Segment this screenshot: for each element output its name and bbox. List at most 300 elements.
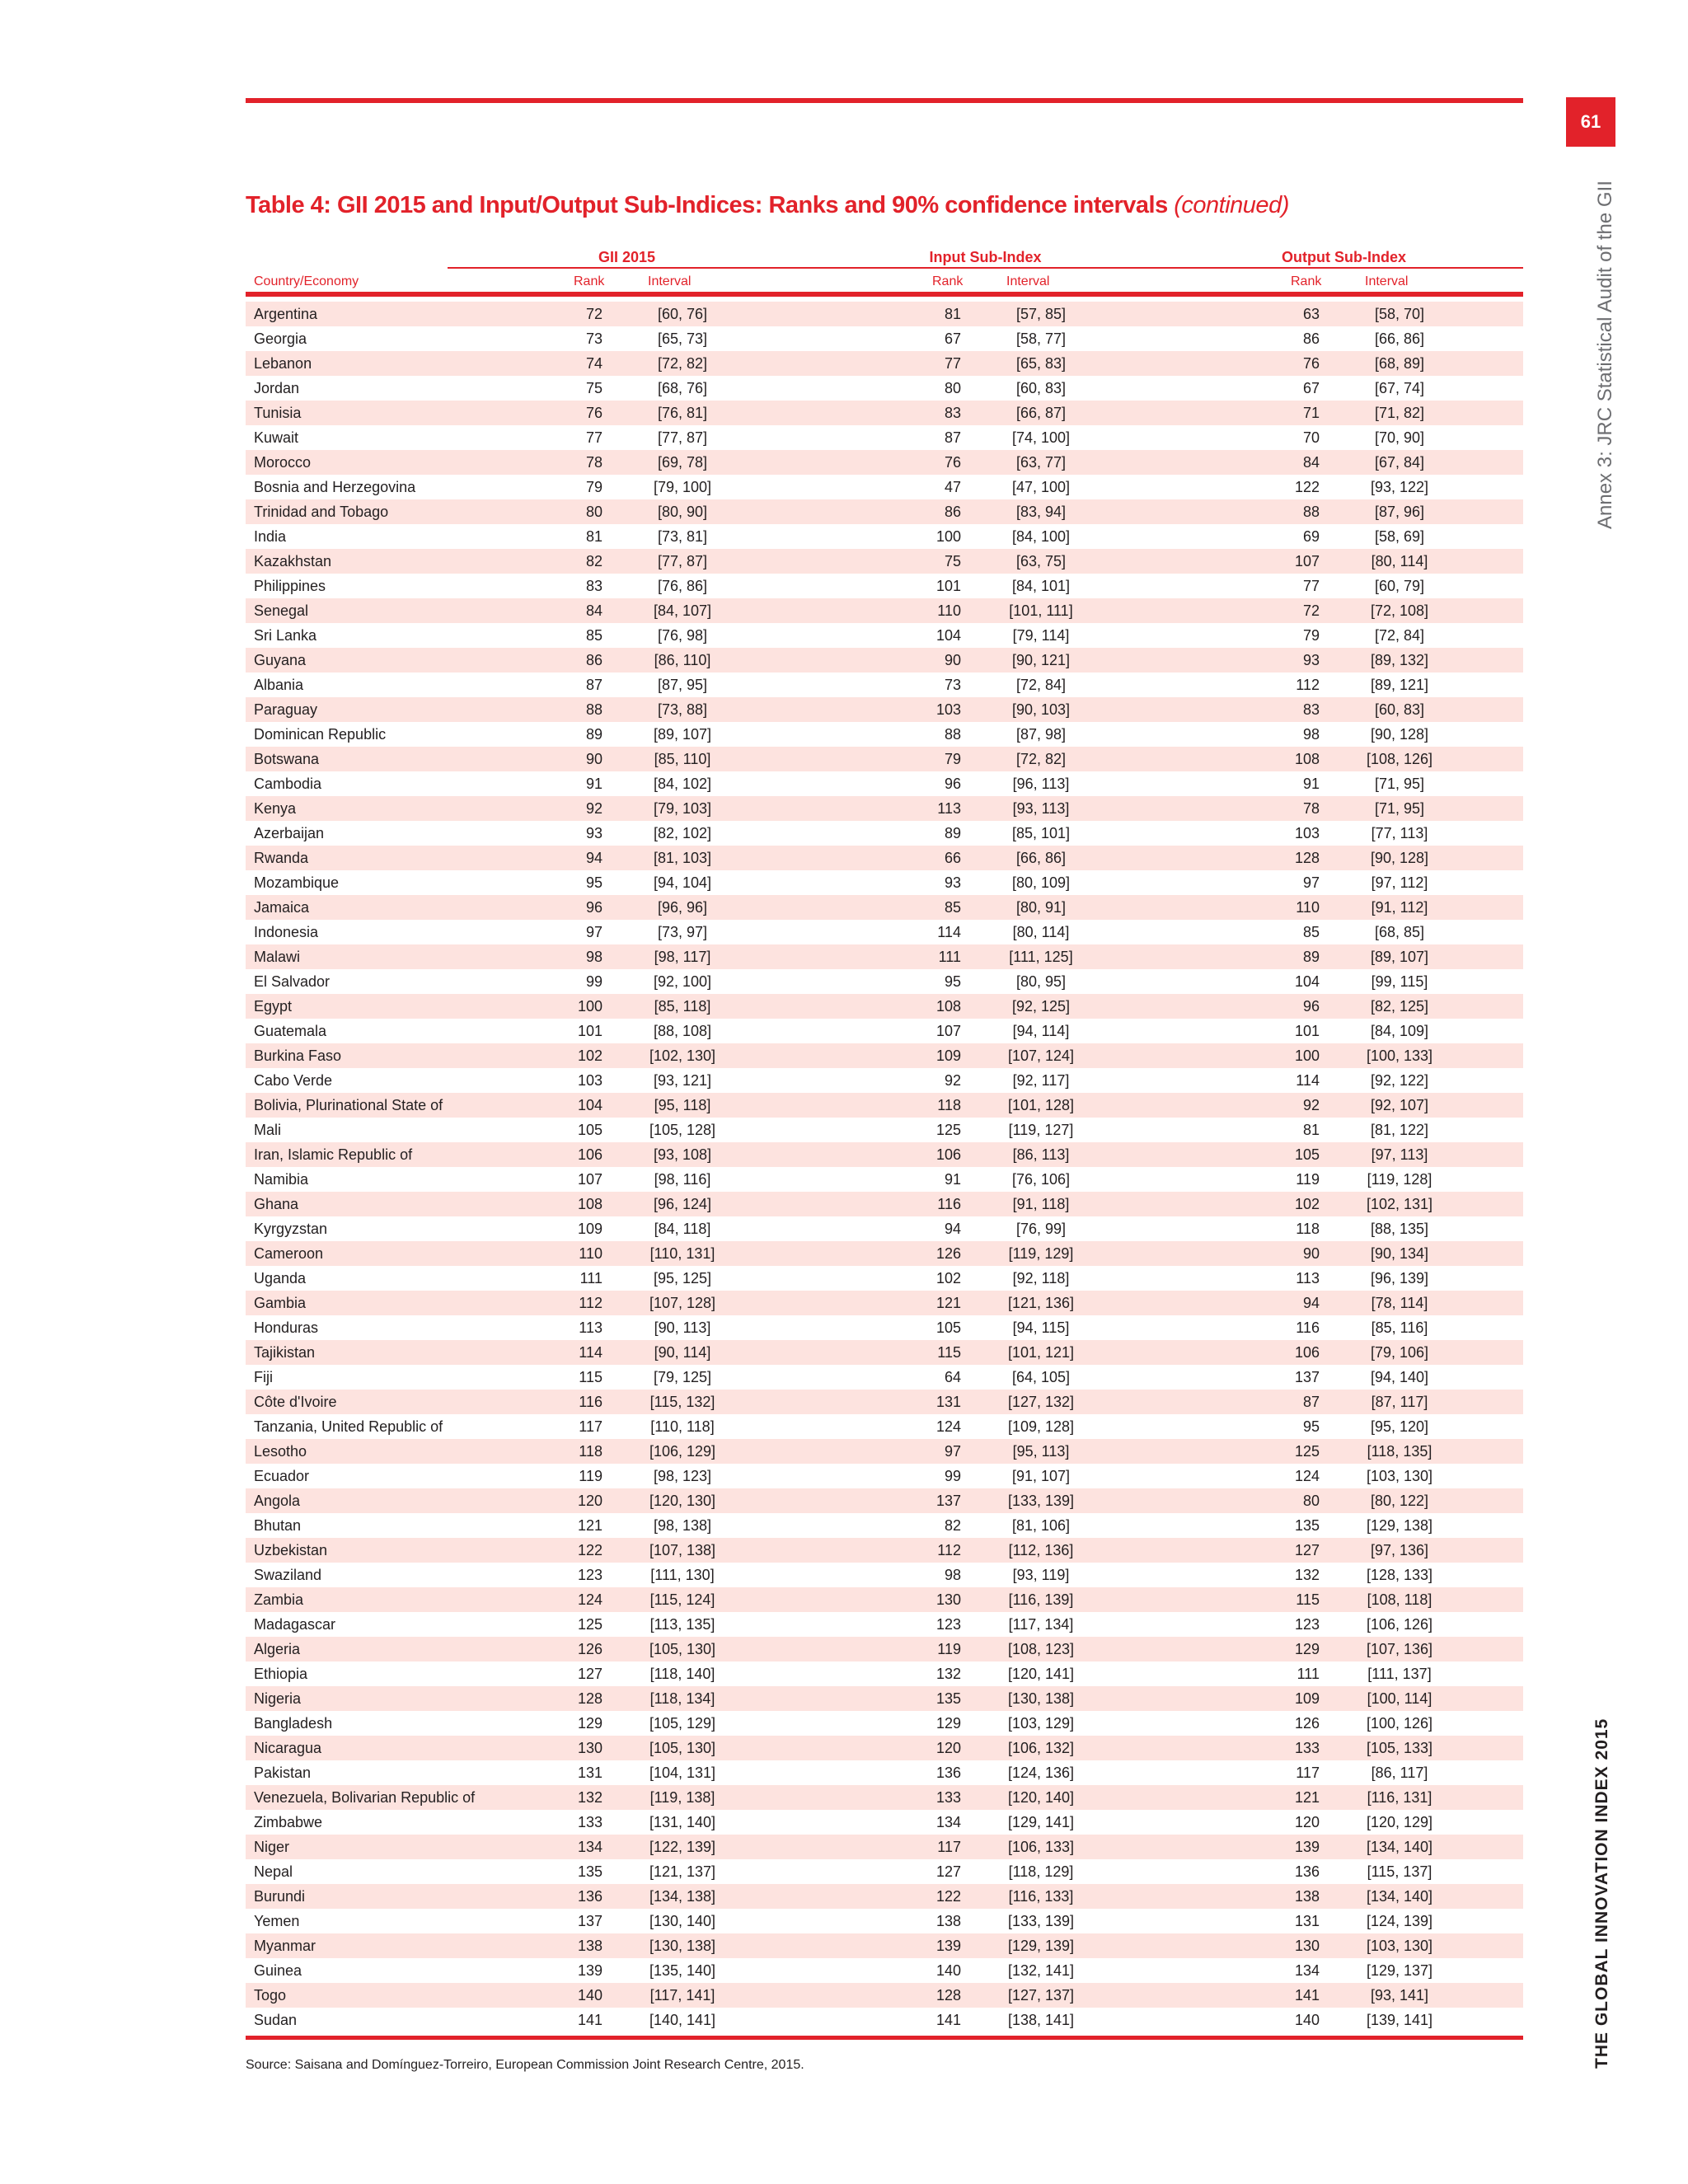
country-name: India <box>254 528 287 545</box>
output-rank: 127 <box>1294 1542 1320 1558</box>
table-row <box>246 1958 1523 1983</box>
country-name: Botswana <box>254 751 320 767</box>
gii-rank: 75 <box>585 380 603 396</box>
table-row <box>246 401 1523 425</box>
country-name: Cambodia <box>254 776 322 792</box>
gii-rank: 124 <box>577 1591 603 1608</box>
output-rank: 77 <box>1302 578 1320 594</box>
gii-interval: [111, 130] <box>650 1567 715 1583</box>
gii-interval: [107, 128] <box>649 1295 716 1311</box>
output-rank: 76 <box>1302 355 1320 372</box>
table-row <box>246 376 1523 401</box>
column-header-input-rank: Rank <box>932 274 964 288</box>
table-row <box>246 1909 1523 1933</box>
output-rank: 96 <box>1302 998 1320 1015</box>
output-interval: [60, 83] <box>1374 701 1425 718</box>
country-name: Guatemala <box>254 1023 327 1039</box>
input-interval: [129, 141] <box>1007 1814 1075 1830</box>
input-rank: 129 <box>935 1715 961 1732</box>
table-row <box>246 944 1523 969</box>
bottom-rule <box>246 2036 1523 2040</box>
input-rank: 66 <box>944 850 961 866</box>
output-interval: [68, 85] <box>1374 924 1425 940</box>
input-rank: 135 <box>935 1690 961 1707</box>
table-row <box>246 920 1523 944</box>
group-header-row <box>246 247 1523 269</box>
output-rank: 133 <box>1294 1740 1320 1756</box>
gii-interval: [119, 138] <box>649 1789 715 1806</box>
input-rank: 132 <box>935 1666 961 1682</box>
input-rank: 128 <box>935 1987 961 2004</box>
table-title-text: Table 4: GII 2015 and Input/Output Sub-Indices: Ranks and 90% confidence intervals <box>246 192 1168 218</box>
gii-rank: 82 <box>585 553 603 569</box>
input-rank: 87 <box>944 429 961 446</box>
gii-interval: [131, 140] <box>649 1814 716 1830</box>
table-row <box>246 450 1523 475</box>
country-name: Tajikistan <box>254 1344 316 1361</box>
input-interval: [106, 133] <box>1007 1839 1075 1855</box>
gii-interval: [135, 140] <box>649 1962 716 1979</box>
input-interval: [96, 113] <box>1012 776 1070 792</box>
output-rank: 108 <box>1294 751 1320 767</box>
output-interval: [91, 112] <box>1371 899 1428 916</box>
table-row <box>246 1785 1523 1810</box>
output-interval: [95, 120] <box>1370 1418 1429 1435</box>
column-header-input-interval: Interval <box>1006 274 1050 288</box>
gii-rank: 113 <box>579 1319 603 1336</box>
gii-rank: 116 <box>579 1394 603 1410</box>
output-interval: [70, 90] <box>1374 429 1425 446</box>
table-row <box>246 1810 1523 1835</box>
gii-interval: [79, 125] <box>653 1369 712 1385</box>
table-row <box>246 623 1523 648</box>
output-interval: [108, 118] <box>1367 1591 1432 1608</box>
input-interval: [107, 124] <box>1007 1047 1075 1064</box>
page-number-badge: 61 <box>1566 97 1615 147</box>
input-interval: [133, 139] <box>1007 1913 1075 1929</box>
country-name: Jamaica <box>254 899 310 916</box>
gii-interval: [140, 141] <box>649 2012 716 2028</box>
output-interval: [87, 117] <box>1371 1394 1428 1410</box>
table-row <box>246 1291 1523 1315</box>
input-interval: [65, 83] <box>1015 355 1067 372</box>
input-rank: 124 <box>935 1418 961 1435</box>
output-interval: [134, 140] <box>1366 1839 1433 1855</box>
country-name: Venezuela, Bolivarian Republic of <box>254 1789 476 1806</box>
gii-rank: 97 <box>585 924 603 940</box>
output-interval: [129, 138] <box>1366 1517 1433 1534</box>
country-name: Egypt <box>254 998 293 1015</box>
input-rank: 93 <box>944 874 961 891</box>
country-name: Senegal <box>254 602 309 619</box>
output-interval: [71, 82] <box>1374 405 1425 421</box>
gii-interval: [72, 82] <box>657 355 708 372</box>
output-interval: [96, 139] <box>1370 1270 1429 1286</box>
output-interval: [129, 137] <box>1366 1962 1433 1979</box>
input-rank: 92 <box>944 1072 961 1089</box>
table-row <box>246 1760 1523 1785</box>
output-rank: 119 <box>1296 1171 1320 1188</box>
gii-rank: 101 <box>577 1023 603 1039</box>
input-rank: 81 <box>944 306 961 322</box>
column-header-output-rank: Rank <box>1291 274 1322 288</box>
gii-rank: 115 <box>579 1369 603 1385</box>
country-name: Swaziland <box>254 1567 322 1583</box>
input-interval: [57, 85] <box>1015 306 1067 322</box>
column-header-country: Country/Economy <box>254 274 359 288</box>
gii-interval: [104, 131] <box>649 1765 716 1781</box>
table-row <box>246 1661 1523 1686</box>
input-interval: [130, 138] <box>1007 1690 1075 1707</box>
gii-interval: [110, 118] <box>650 1418 715 1435</box>
column-header-gii-interval: Interval <box>648 274 692 288</box>
gii-rank: 137 <box>577 1913 603 1929</box>
gii-interval: [84, 107] <box>653 602 712 619</box>
country-name: Bangladesh <box>254 1715 333 1732</box>
country-name: Uganda <box>254 1270 307 1286</box>
input-interval: [87, 98] <box>1015 726 1067 743</box>
table-row <box>246 326 1523 351</box>
country-name: Angola <box>254 1493 301 1509</box>
gii-rank: 114 <box>579 1344 603 1361</box>
country-name: Algeria <box>254 1641 301 1657</box>
gii-interval: [90, 114] <box>654 1344 711 1361</box>
country-name: Zambia <box>254 1591 304 1608</box>
input-interval: [76, 99] <box>1015 1221 1067 1237</box>
input-interval: [111, 125] <box>1009 949 1073 965</box>
gii-interval: [105, 130] <box>649 1740 716 1756</box>
gii-interval: [113, 135] <box>649 1616 715 1633</box>
country-name: Kazakhstan <box>254 553 332 569</box>
gii-interval: [102, 130] <box>649 1047 716 1064</box>
output-interval: [92, 122] <box>1370 1072 1429 1089</box>
output-rank: 137 <box>1294 1369 1320 1385</box>
table-row <box>246 1859 1523 1884</box>
country-name: Philippines <box>254 578 326 594</box>
input-rank: 125 <box>935 1122 961 1138</box>
country-name: Indonesia <box>254 924 319 940</box>
gii-interval: [77, 87] <box>657 429 708 446</box>
gii-rank: 92 <box>585 800 603 817</box>
output-interval: [99, 115] <box>1371 973 1428 990</box>
country-name: Sudan <box>254 2012 298 2028</box>
input-rank: 117 <box>937 1839 961 1855</box>
source-note: Source: Saisana and Domínguez-Torreiro, European Commission Joint Research Centre, 2015. <box>246 2058 804 2072</box>
country-name: Madagascar <box>254 1616 336 1633</box>
output-rank: 141 <box>1294 1987 1320 2004</box>
input-interval: [90, 103] <box>1011 701 1071 718</box>
gii-rank: 121 <box>577 1517 603 1534</box>
country-name: Albania <box>254 677 304 693</box>
output-rank: 140 <box>1294 2012 1320 2028</box>
output-interval: [87, 96] <box>1374 504 1425 520</box>
table-row <box>246 722 1523 747</box>
input-interval: [91, 118] <box>1012 1196 1070 1212</box>
input-interval: [92, 117] <box>1012 1072 1070 1089</box>
gii-interval: [118, 140] <box>649 1666 715 1682</box>
gii-rank: 135 <box>577 1863 603 1880</box>
input-rank: 116 <box>937 1196 961 1212</box>
output-interval: [85, 116] <box>1371 1319 1428 1336</box>
gii-rank: 123 <box>577 1567 603 1583</box>
input-interval: [95, 113] <box>1012 1443 1070 1460</box>
country-name: Fiji <box>254 1369 273 1385</box>
output-interval: [93, 141] <box>1370 1987 1429 2004</box>
gii-interval: [115, 132] <box>649 1394 715 1410</box>
table-row <box>246 796 1523 821</box>
input-interval: [132, 141] <box>1007 1962 1075 1979</box>
output-rank: 111 <box>1296 1666 1320 1682</box>
output-rank: 132 <box>1294 1567 1320 1583</box>
output-interval: [128, 133] <box>1366 1567 1433 1583</box>
table-row <box>246 1315 1523 1340</box>
input-interval: [108, 123] <box>1007 1641 1075 1657</box>
country-name: Kyrgyzstan <box>254 1221 328 1237</box>
table-row <box>246 1884 1523 1909</box>
table-row <box>246 821 1523 846</box>
output-rank: 92 <box>1302 1097 1320 1113</box>
output-rank: 106 <box>1294 1344 1320 1361</box>
country-name: Burkina Faso <box>254 1047 342 1064</box>
input-interval: [91, 107] <box>1011 1468 1071 1484</box>
table-row <box>246 673 1523 697</box>
output-rank: 102 <box>1294 1196 1320 1212</box>
gii-interval: [95, 118] <box>654 1097 711 1113</box>
country-name: Nicaragua <box>254 1740 322 1756</box>
input-interval: [93, 119] <box>1012 1567 1070 1583</box>
output-interval: [107, 136] <box>1366 1641 1433 1657</box>
table-row <box>246 1414 1523 1439</box>
input-interval: [86, 113] <box>1012 1146 1070 1163</box>
gii-interval: [98, 117] <box>654 949 711 965</box>
output-interval: [89, 107] <box>1370 949 1429 965</box>
output-rank: 89 <box>1302 949 1320 965</box>
input-interval: [103, 129] <box>1007 1715 1075 1732</box>
output-rank: 103 <box>1294 825 1320 841</box>
gii-rank: 104 <box>577 1097 603 1113</box>
gii-rank: 130 <box>577 1740 603 1756</box>
table-row <box>246 1439 1523 1464</box>
gii-rank: 119 <box>579 1468 603 1484</box>
table-row <box>246 697 1523 722</box>
column-header-gii-rank: Rank <box>574 274 605 288</box>
gii-rank: 122 <box>577 1542 603 1558</box>
input-interval: [74, 100] <box>1011 429 1071 446</box>
output-rank: 87 <box>1302 1394 1320 1410</box>
input-rank: 139 <box>935 1938 961 1954</box>
country-name: Paraguay <box>254 701 318 718</box>
output-interval: [90, 128] <box>1370 850 1429 866</box>
output-interval: [79, 106] <box>1370 1344 1429 1361</box>
gii-rank: 118 <box>579 1443 603 1460</box>
gii-rank: 89 <box>585 726 603 743</box>
country-name: Namibia <box>254 1171 309 1188</box>
input-interval: [81, 106] <box>1011 1517 1071 1534</box>
group-header-output: Output Sub-Index <box>1165 247 1523 269</box>
output-rank: 134 <box>1294 1962 1320 1979</box>
gii-rank: 93 <box>585 825 603 841</box>
country-name: Azerbaijan <box>254 825 325 841</box>
output-rank: 63 <box>1302 306 1320 322</box>
output-rank: 69 <box>1302 528 1320 545</box>
country-name: Côte d'Ivoire <box>254 1394 337 1410</box>
table-row <box>246 499 1523 524</box>
output-rank: 122 <box>1294 479 1320 495</box>
output-interval: [89, 121] <box>1370 677 1429 693</box>
input-rank: 64 <box>944 1369 961 1385</box>
table-row <box>246 1563 1523 1587</box>
gii-rank: 138 <box>577 1938 603 1954</box>
gii-interval: [118, 134] <box>649 1690 715 1707</box>
output-rank: 94 <box>1302 1295 1320 1311</box>
gii-interval: [76, 81] <box>657 405 708 421</box>
input-interval: [76, 106] <box>1011 1171 1071 1188</box>
gii-interval: [79, 103] <box>653 800 712 817</box>
input-rank: 133 <box>935 1789 961 1806</box>
gii-rank: 94 <box>585 850 603 866</box>
gii-interval: [76, 86] <box>657 578 708 594</box>
table-row <box>246 1637 1523 1661</box>
input-interval: [94, 114] <box>1012 1023 1070 1039</box>
output-interval: [108, 126] <box>1366 751 1433 767</box>
input-interval: [94, 115] <box>1012 1319 1070 1336</box>
output-rank: 85 <box>1302 924 1320 940</box>
gii-interval: [121, 137] <box>649 1863 716 1880</box>
country-name: Bolivia, Plurinational State of <box>254 1097 443 1113</box>
output-rank: 86 <box>1302 330 1320 347</box>
input-rank: 83 <box>944 405 961 421</box>
output-interval: [80, 114] <box>1371 553 1428 569</box>
input-rank: 101 <box>935 578 961 594</box>
country-name: Morocco <box>254 454 312 471</box>
country-name: Rwanda <box>254 850 309 866</box>
table-row <box>246 870 1523 895</box>
input-rank: 136 <box>935 1765 961 1781</box>
gii-rank: 140 <box>577 1987 603 2004</box>
input-rank: 112 <box>937 1542 961 1558</box>
gii-interval: [110, 131] <box>649 1245 715 1262</box>
output-interval: [92, 107] <box>1370 1097 1429 1113</box>
output-interval: [97, 136] <box>1370 1542 1429 1558</box>
input-rank: 115 <box>937 1344 961 1361</box>
gii-interval: [93, 108] <box>653 1146 712 1163</box>
input-rank: 130 <box>935 1591 961 1608</box>
table-row <box>246 1093 1523 1118</box>
output-interval: [90, 134] <box>1370 1245 1429 1262</box>
table-row <box>246 1513 1523 1538</box>
country-name: Lesotho <box>254 1443 307 1460</box>
country-name: Mali <box>254 1122 282 1138</box>
country-name: Cameroon <box>254 1245 324 1262</box>
input-interval: [66, 86] <box>1015 850 1067 866</box>
gii-rank: 79 <box>585 479 603 495</box>
output-interval: [84, 109] <box>1370 1023 1429 1039</box>
input-interval: [133, 139] <box>1007 1493 1075 1509</box>
output-interval: [97, 112] <box>1371 874 1428 891</box>
gii-interval: [105, 129] <box>649 1715 716 1732</box>
input-interval: [85, 101] <box>1011 825 1071 841</box>
input-interval: [72, 84] <box>1015 677 1067 693</box>
country-name: Kenya <box>254 800 297 817</box>
gii-rank: 76 <box>585 405 603 421</box>
input-rank: 90 <box>944 652 961 668</box>
table-row <box>246 1835 1523 1859</box>
gii-rank: 127 <box>577 1666 603 1682</box>
country-name: Nepal <box>254 1863 293 1880</box>
output-rank: 95 <box>1302 1418 1320 1435</box>
output-rank: 131 <box>1294 1913 1320 1929</box>
gii-rank: 110 <box>579 1245 603 1262</box>
country-name: Honduras <box>254 1319 319 1336</box>
input-interval: [63, 75] <box>1015 553 1067 569</box>
gii-rank: 95 <box>585 874 603 891</box>
gii-interval: [96, 124] <box>653 1196 712 1212</box>
country-name: Bhutan <box>254 1517 302 1534</box>
table-row <box>246 549 1523 574</box>
input-interval: [117, 134] <box>1008 1616 1074 1633</box>
input-interval: [63, 77] <box>1015 454 1067 471</box>
gii-interval: [80, 90] <box>657 504 708 520</box>
gii-rank: 133 <box>577 1814 603 1830</box>
input-interval: [129, 139] <box>1007 1938 1075 1954</box>
input-rank: 137 <box>935 1493 961 1509</box>
country-name: Pakistan <box>254 1765 312 1781</box>
input-rank: 76 <box>944 454 961 471</box>
country-name: Bosnia and Herzegovina <box>254 479 416 495</box>
output-rank: 120 <box>1294 1814 1320 1830</box>
input-interval: [64, 105] <box>1011 1369 1071 1385</box>
country-name: Jordan <box>254 380 300 396</box>
output-interval: [88, 135] <box>1370 1221 1429 1237</box>
gii-interval: [134, 138] <box>649 1888 716 1905</box>
table-row <box>246 1464 1523 1488</box>
table-row <box>246 1686 1523 1711</box>
table-row <box>246 1241 1523 1266</box>
country-name: Cabo Verde <box>254 1072 333 1089</box>
table-row <box>246 1192 1523 1216</box>
gii-interval: [68, 76] <box>657 380 708 396</box>
output-interval: [66, 86] <box>1374 330 1425 347</box>
gii-interval: [86, 110] <box>654 652 711 668</box>
gii-interval: [90, 113] <box>654 1319 711 1336</box>
group-header-gii: GII 2015 <box>448 247 806 269</box>
gii-rank: 134 <box>577 1839 603 1855</box>
output-interval: [71, 95] <box>1374 776 1425 792</box>
table-row <box>246 1983 1523 2008</box>
gii-interval: [81, 103] <box>653 850 712 866</box>
output-rank: 72 <box>1302 602 1320 619</box>
country-name: Malawi <box>254 949 301 965</box>
country-name: El Salvador <box>254 973 331 990</box>
gii-interval: [98, 138] <box>653 1517 712 1534</box>
table-row <box>246 1340 1523 1365</box>
gii-rank: 108 <box>577 1196 603 1212</box>
output-interval: [82, 125] <box>1370 998 1429 1015</box>
input-interval: [80, 114] <box>1012 924 1070 940</box>
gii-rank: 128 <box>577 1690 603 1707</box>
output-rank: 129 <box>1294 1641 1320 1657</box>
side-annex-label: Annex 3: JRC Statistical Audit of the GII <box>1594 180 1616 529</box>
table-row <box>246 598 1523 623</box>
output-interval: [100, 126] <box>1366 1715 1433 1732</box>
input-interval: [80, 109] <box>1011 874 1071 891</box>
gii-interval: [60, 76] <box>657 306 708 322</box>
gii-interval: [106, 129] <box>649 1443 716 1460</box>
input-rank: 106 <box>935 1146 961 1163</box>
input-interval: [84, 101] <box>1011 578 1071 594</box>
input-rank: 122 <box>935 1888 961 1905</box>
gii-rank: 84 <box>585 602 603 619</box>
